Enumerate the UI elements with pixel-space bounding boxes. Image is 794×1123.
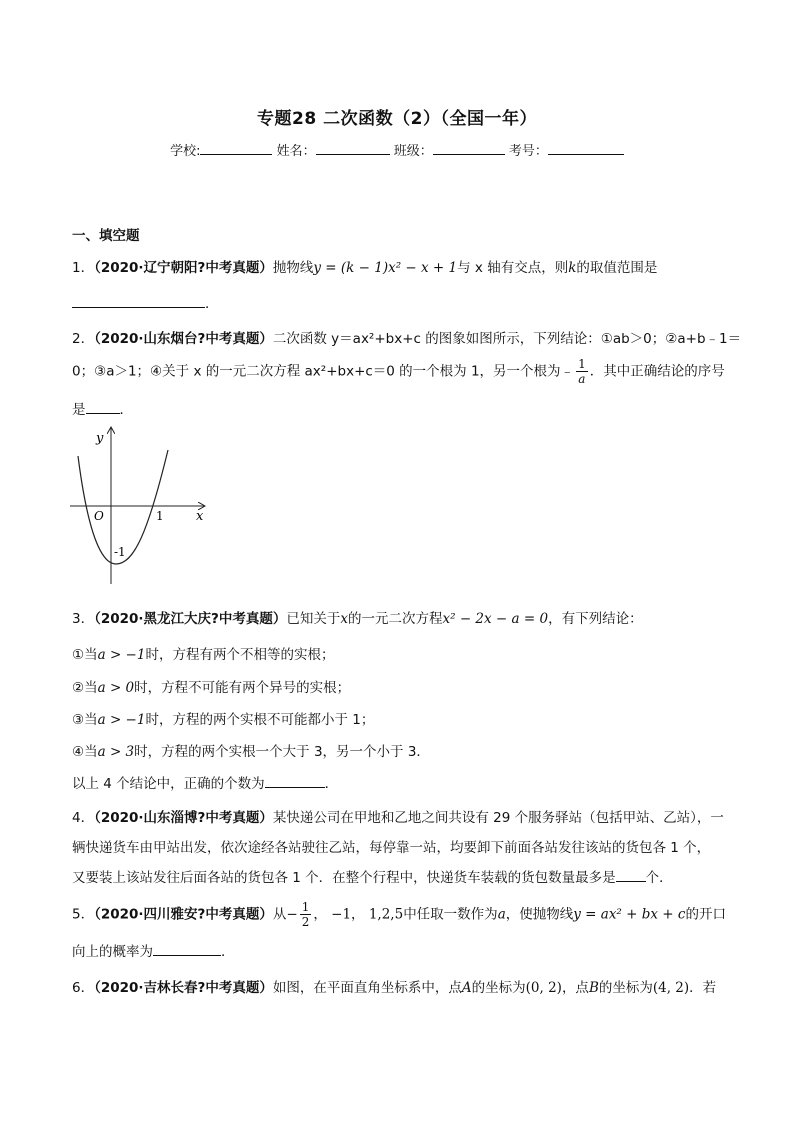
- class-label: 班级：: [393, 144, 433, 159]
- school-blank: [200, 140, 272, 155]
- question-number: 6．: [72, 980, 95, 996]
- school-label: 学校:: [170, 144, 201, 159]
- math-expression: a > −1: [97, 647, 146, 663]
- question-text: 已知关于: [286, 611, 341, 627]
- fraction: $\frac{1}{2}$: [301, 900, 310, 929]
- question-text: 0；③a＞1；④关于 x 的一元二次方程 ax²+bx+c＝0 的一个根为 1，另一个根为﹣: [72, 363, 575, 380]
- coordinate: (4, 2): [652, 980, 690, 996]
- math-variable: k: [568, 260, 577, 276]
- x-axis-label: x: [196, 509, 204, 524]
- root-label: 1: [156, 509, 164, 523]
- section-heading: 一、填空题: [72, 228, 140, 244]
- question-text: 又要装上该站发往后面各站的货包各 1 个．在整个行程中，快递货车装载的货包数量最多是: [72, 870, 616, 886]
- question-text: ．: [119, 402, 133, 418]
- question-6-line-1: 6．（2020·吉林长春?中考真题）如图，在平面直角坐标系中，点A的坐标为(0, 2)，点B的坐标为(4, 2)．若: [72, 980, 717, 996]
- class-blank: [433, 140, 505, 155]
- math-expression: a > −1: [97, 712, 146, 728]
- answer-blank: [153, 941, 221, 956]
- question-text: 辆快递货车由甲站出发，依次途经各站驶往乙站，每停靠一站，均要卸下前面各站发往该站的货包各 1 个，: [72, 840, 711, 856]
- question-3-conclusion-3: ③当a > −1时，方程的两个实根不可能都小于 1；: [72, 712, 375, 728]
- fraction: $\frac{1}{a}$: [578, 357, 586, 386]
- question-3-line-1: [72, 607, 643, 627]
- question-text: 是: [72, 402, 86, 418]
- question-text: 与 x 轴有交点，则: [457, 260, 569, 276]
- answer-blank: [86, 399, 120, 414]
- question-number: 2．: [72, 331, 95, 347]
- question-source: （2020·辽宁朝阳?中考真题）: [94, 260, 273, 276]
- question-text: 的一元二次方程: [348, 611, 443, 627]
- math-variable: a: [497, 906, 506, 923]
- name-label: 姓名：: [276, 144, 316, 159]
- question-1-line-1: [72, 256, 657, 276]
- question-text: 二次函数 y＝ax²+bx+c 的图象如图所示，下列结论：①ab＞0；②a+b﹣1＝: [272, 331, 742, 347]
- answer-blank: [72, 293, 205, 308]
- question-2-line-2: [72, 357, 725, 386]
- question-4-line-3: 又要装上该站发往后面各站的货包各 1 个．在整个行程中，快递货车装载的货包数量最多是 个．: [72, 866, 673, 886]
- question-text: 抛物线: [272, 260, 314, 276]
- question-text: ．: [205, 296, 219, 312]
- question-source: （2020·山东烟台?中考真题）: [94, 331, 273, 347]
- y-axis-label: y: [96, 431, 104, 446]
- id-blank: [548, 140, 624, 155]
- page-title: 专题28 二次函数（2）（全国一年）: [257, 109, 537, 129]
- y-intercept-label: -1: [114, 545, 126, 559]
- math-variable: B: [588, 980, 599, 996]
- question-text: 某快递公司在甲地和乙地之间共设有 29 个服务驿站（包括甲站、乙站），一: [272, 810, 724, 826]
- name-blank: [316, 140, 390, 155]
- question-5-line-2: 向上的概率为 ．: [72, 940, 235, 960]
- question-3-summary: 以上 4 个结论中，正确的个数为 ．: [72, 772, 338, 792]
- question-number: 5．: [72, 906, 95, 923]
- math-expression: a > 3: [97, 744, 135, 760]
- answer-blank: [616, 867, 646, 882]
- question-5-line-1: 5．（2020·四川雅安?中考真题）从− $\frac{1}{2}$ ， −1， 1,2,5中任取一数作为a，使抛物线y = ax² + bx + c的开口: [72, 900, 726, 929]
- question-3-conclusion-2: ②当a > 0时，方程不可能有两个异号的实根；: [72, 680, 351, 696]
- parabola-graph: [68, 422, 218, 590]
- math-variable: x: [340, 611, 349, 627]
- math-expression: a > 0: [97, 680, 135, 696]
- question-source: （2020·四川雅安?中考真题）: [94, 906, 273, 923]
- math-variable: A: [461, 980, 472, 996]
- math-expression: y = ax² + bx + c: [573, 906, 686, 923]
- question-3-conclusion-4: ④当a > 3时，方程的两个实根一个大于 3，另一个小于 3．: [72, 744, 430, 760]
- question-number: 4．: [72, 810, 95, 826]
- question-2-line-3: [72, 398, 133, 418]
- student-info-row: [0, 140, 794, 159]
- question-2-line-1: [72, 327, 741, 347]
- coordinate: (0, 2): [525, 980, 562, 996]
- question-text: 的取值范围是: [576, 260, 658, 276]
- math-expression: x² − 2x − a = 0: [442, 611, 549, 627]
- question-4-line-2: [72, 836, 710, 856]
- answer-blank: [265, 773, 325, 788]
- id-label: 考号：: [508, 144, 548, 159]
- question-number: 3．: [72, 611, 95, 627]
- question-source: （2020·山东淄博?中考真题）: [94, 810, 273, 826]
- question-source: （2020·黑龙江大庆?中考真题）: [94, 611, 287, 627]
- question-number: 1．: [72, 260, 95, 276]
- math-expression: y = (k − 1)x² − x + 1: [313, 260, 458, 276]
- question-text: ，有下列结论：: [548, 611, 643, 627]
- question-source: （2020·吉林长春?中考真题）: [94, 980, 273, 996]
- origin-label: O: [94, 509, 104, 523]
- question-text: 向上的概率为: [72, 944, 153, 960]
- question-1-line-2: [72, 292, 219, 312]
- question-text: ．其中正确结论的序号: [589, 363, 725, 380]
- question-3-conclusion-1: ①当a > −1时，方程有两个不相等的实根；: [72, 647, 335, 663]
- number-list: ， −1， 1,2,5: [313, 906, 404, 923]
- question-4-line-1: [72, 806, 724, 826]
